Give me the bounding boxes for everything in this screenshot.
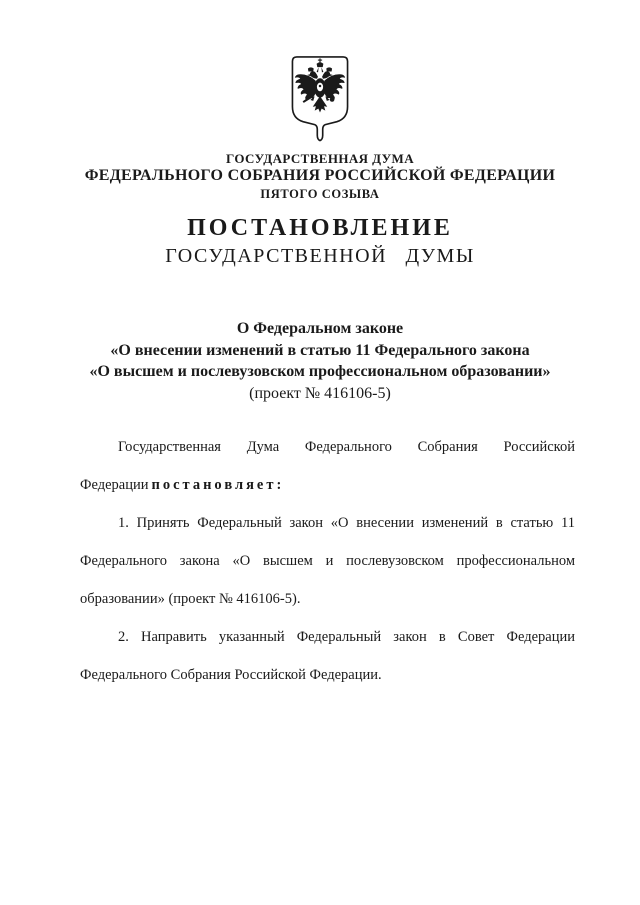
subject-line-2: «О внесении изменений в статью 11 Федерального закона [110,341,530,359]
subject-block [0,318,640,404]
double-headed-eagle-icon [291,55,349,143]
paragraph-3-line-1: 2. Направить указанный Федеральный закон в Совет Федерации [118,629,575,645]
header-institution: ГОСУДАРСТВЕННАЯ ДУМА [225,151,415,166]
coat-of-arms [291,55,349,143]
title-duma: ГОСУДАРСТВЕННОЙ ДУМЫ [165,245,475,267]
paragraph-1-resolves-emphasis: постановляет: [151,477,285,493]
paragraph-3-line-2: Федерального Собрания Российской Федерации. [80,667,382,683]
paragraph-1-line-2-start: Федерации [80,477,149,493]
subject-project-number: (проект № 416106-5) [249,384,391,402]
subject-line-3: «О высшем и послевузовском профессиональном образовании» [89,363,551,380]
paragraph-1-line-2 [80,466,575,504]
body-text [80,428,575,694]
paragraph-2-line-2: Федерального закона «О высшем и послевузовском профессиональном [80,553,575,569]
subject-line-1: О Федеральном законе [236,320,404,337]
title-resolution: ПОСТАНОВЛЕНИЕ [187,215,453,241]
header-assembly: ФЕДЕРАЛЬНОГО СОБРАНИЯ РОССИЙСКОЙ ФЕДЕРАЦИИ [84,167,556,184]
document-title [0,214,640,268]
paragraph-1-line-1: Государственная Дума Федерального Собрания Российской [118,439,575,455]
header-convocation: ПЯТОГО СОЗЫВА [260,187,380,201]
paragraph-2-line-1: 1. Принять Федеральный закон «О внесении изменений в статью 11 [118,515,575,531]
paragraph-2-line-3: образовании» (проект № 416106-5). [80,591,301,607]
document-header [0,151,640,202]
